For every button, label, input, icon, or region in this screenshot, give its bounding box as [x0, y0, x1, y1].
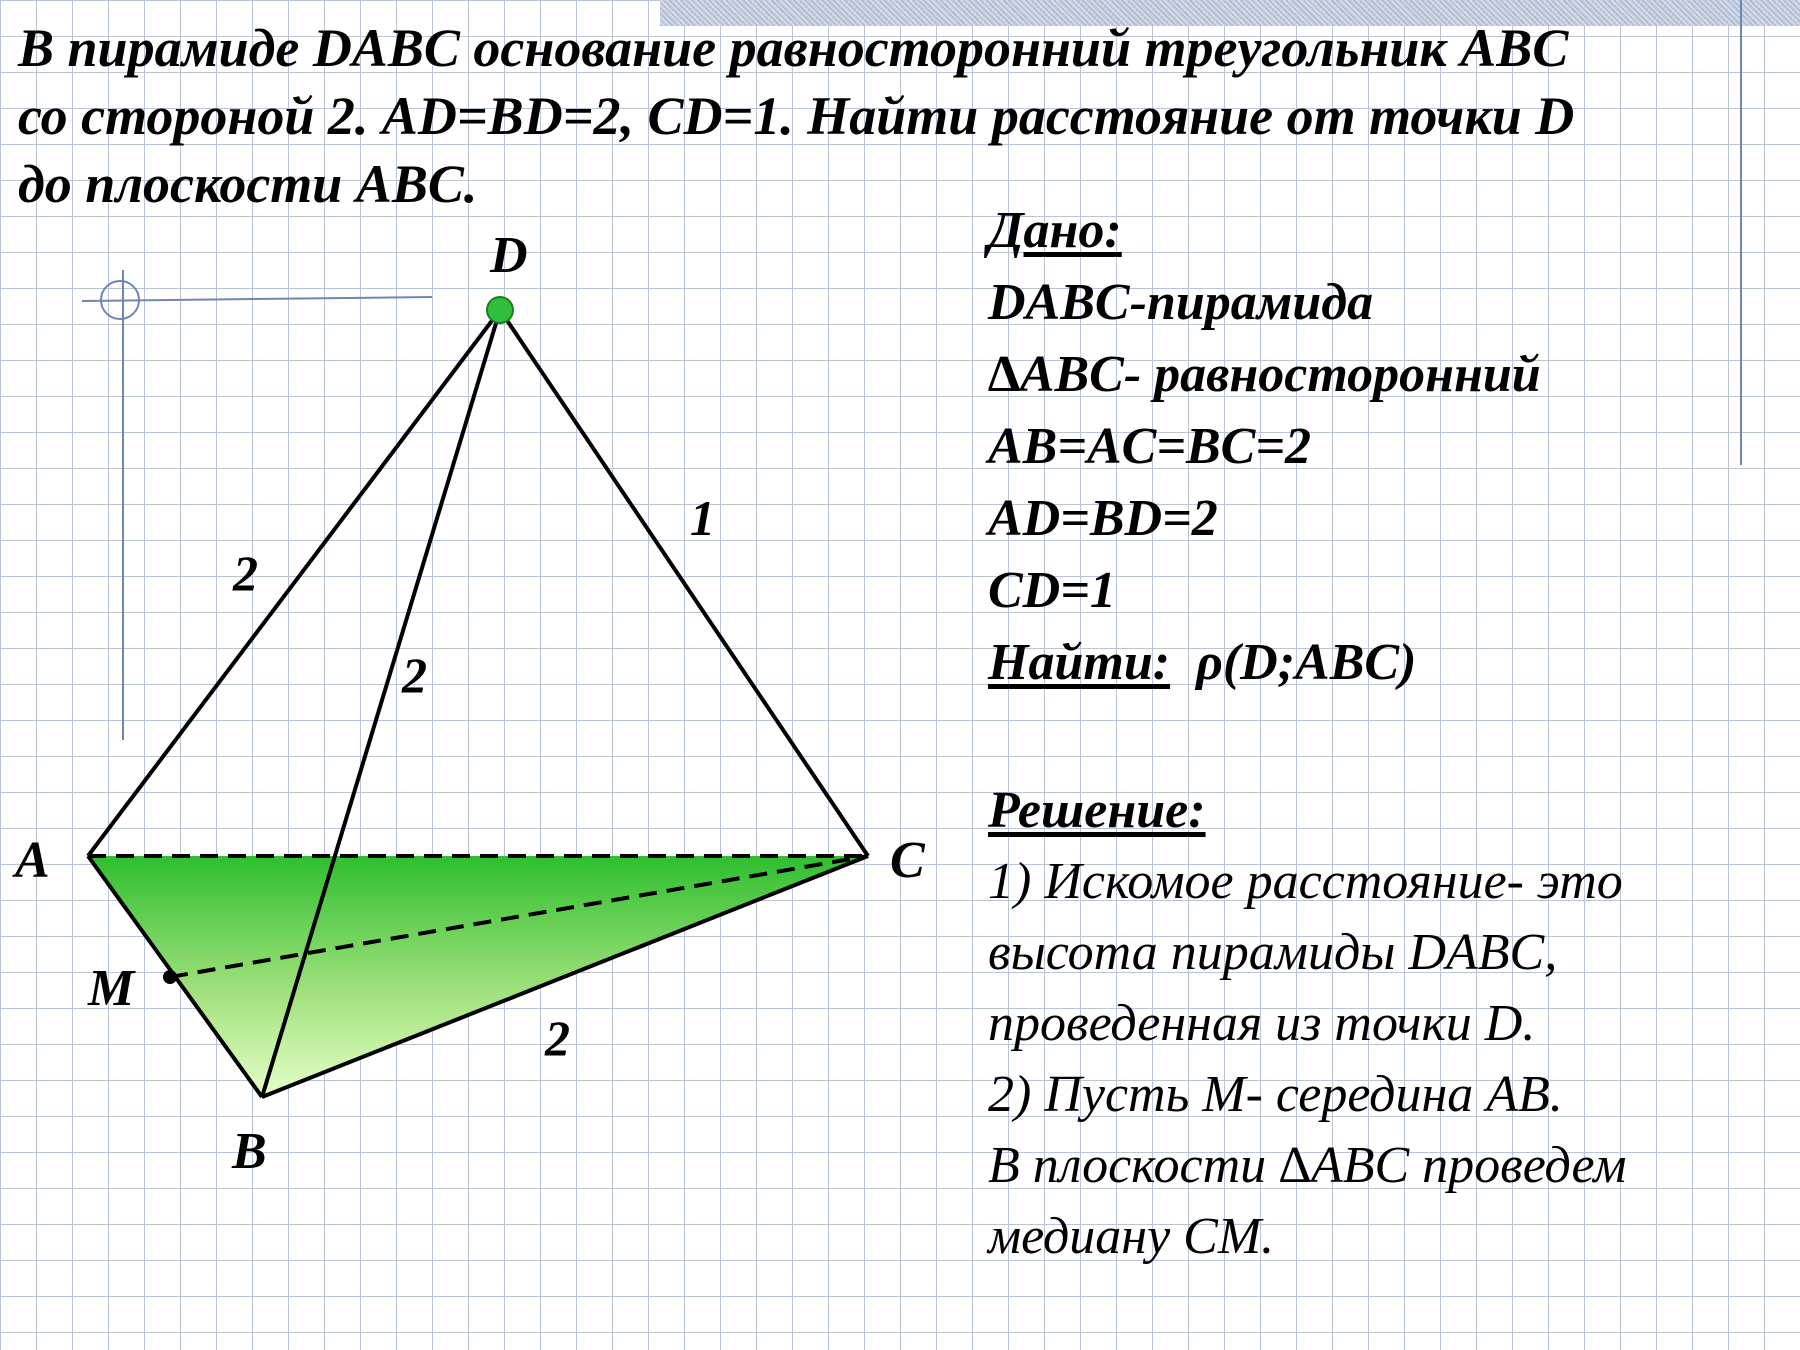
vertex-label-a: A: [15, 832, 50, 889]
given-line: ∆ABC- равносторонний: [988, 346, 1541, 403]
vertex-label-d: D: [490, 227, 528, 284]
problem-line-3: до плоскости ABC.: [18, 154, 478, 214]
find-label: Найти:: [988, 634, 1171, 691]
solution-line: В плоскости ∆ABC проведем: [988, 1137, 1627, 1194]
midpoint-m: [163, 970, 177, 984]
solution-line: проведенная из точки D.: [988, 995, 1536, 1052]
edge-ad: [88, 310, 500, 856]
given-heading: Дано:: [988, 202, 1122, 259]
edge-label-bc: 2: [545, 1010, 570, 1066]
solution-line: 1) Искомое расстояние- это: [988, 853, 1623, 910]
solution-heading: Решение:: [988, 782, 1206, 839]
given-section: [988, 195, 1748, 699]
solution-line: 2) Пусть M- середина AB.: [988, 1066, 1563, 1123]
given-line: CD=1: [988, 562, 1116, 619]
edge-cd: [500, 310, 868, 856]
point-label-m: M: [88, 960, 135, 1017]
given-line: AD=BD=2: [988, 490, 1218, 547]
edge-label-ad: 2: [233, 545, 258, 601]
solution-line: высота пирамиды DABC,: [988, 924, 1558, 981]
problem-line-1: В пирамиде DABC основание равносторонний треугольник ABC: [18, 18, 1569, 78]
find-value: ρ(D;ABC): [1196, 634, 1417, 691]
given-line: DABC-пирамида: [988, 274, 1374, 331]
given-line: AB=AC=BC=2: [988, 418, 1311, 475]
solution-section: [988, 775, 1768, 1272]
vertex-label-c: C: [890, 832, 925, 889]
apex-point-d: [487, 297, 513, 323]
solution-line: медиану CM.: [988, 1208, 1275, 1265]
edge-label-cd: 1: [690, 490, 715, 546]
crosshair-decor: [82, 270, 432, 740]
edge-label-bd: 2: [402, 647, 427, 703]
problem-line-2: со стороной 2. AD=BD=2, CD=1. Найти расстояние от точки D: [18, 86, 1575, 146]
find-line: [988, 627, 1748, 699]
vertex-label-b: B: [232, 1123, 267, 1180]
base-triangle-abc: [88, 856, 868, 1097]
